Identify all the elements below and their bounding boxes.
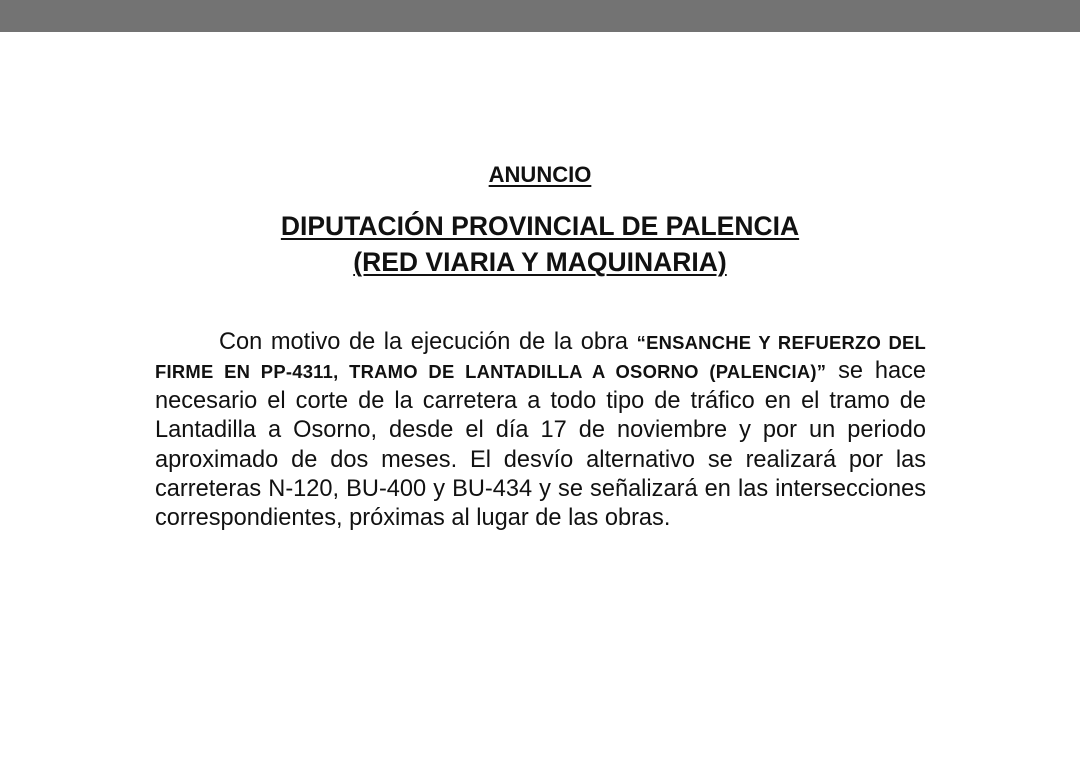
announcement-heading: ANUNCIO	[488, 162, 592, 187]
body-intro: Con motivo de la ejecución de la obra	[219, 329, 637, 355]
organization-title: DIPUTACIÓN PROVINCIAL DE PALENCIA	[280, 211, 800, 241]
top-bar	[0, 0, 1080, 32]
work-title: “ENSANCHE Y REFUERZO DEL FIRME EN PP-4311, TRAMO DE LANTADILLA A OSORNO (PALENCIA)”	[155, 332, 926, 383]
body-details: se hace necesario el corte de la carretera a todo tipo de tráfico en el tramo de Lantadilla a Osorno, desde el día 17 de noviembre y por un periodo aproximado de dos meses. El desvío alternativo se realizará por las carreteras N-120, BU-400 y BU-434 y se señalizará en las intersecciones correspondientes, próximas al lugar de las obras.	[155, 358, 926, 532]
announcement-body	[155, 328, 926, 534]
department-subtitle: (RED VIARIA Y MAQUINARIA)	[353, 247, 727, 277]
